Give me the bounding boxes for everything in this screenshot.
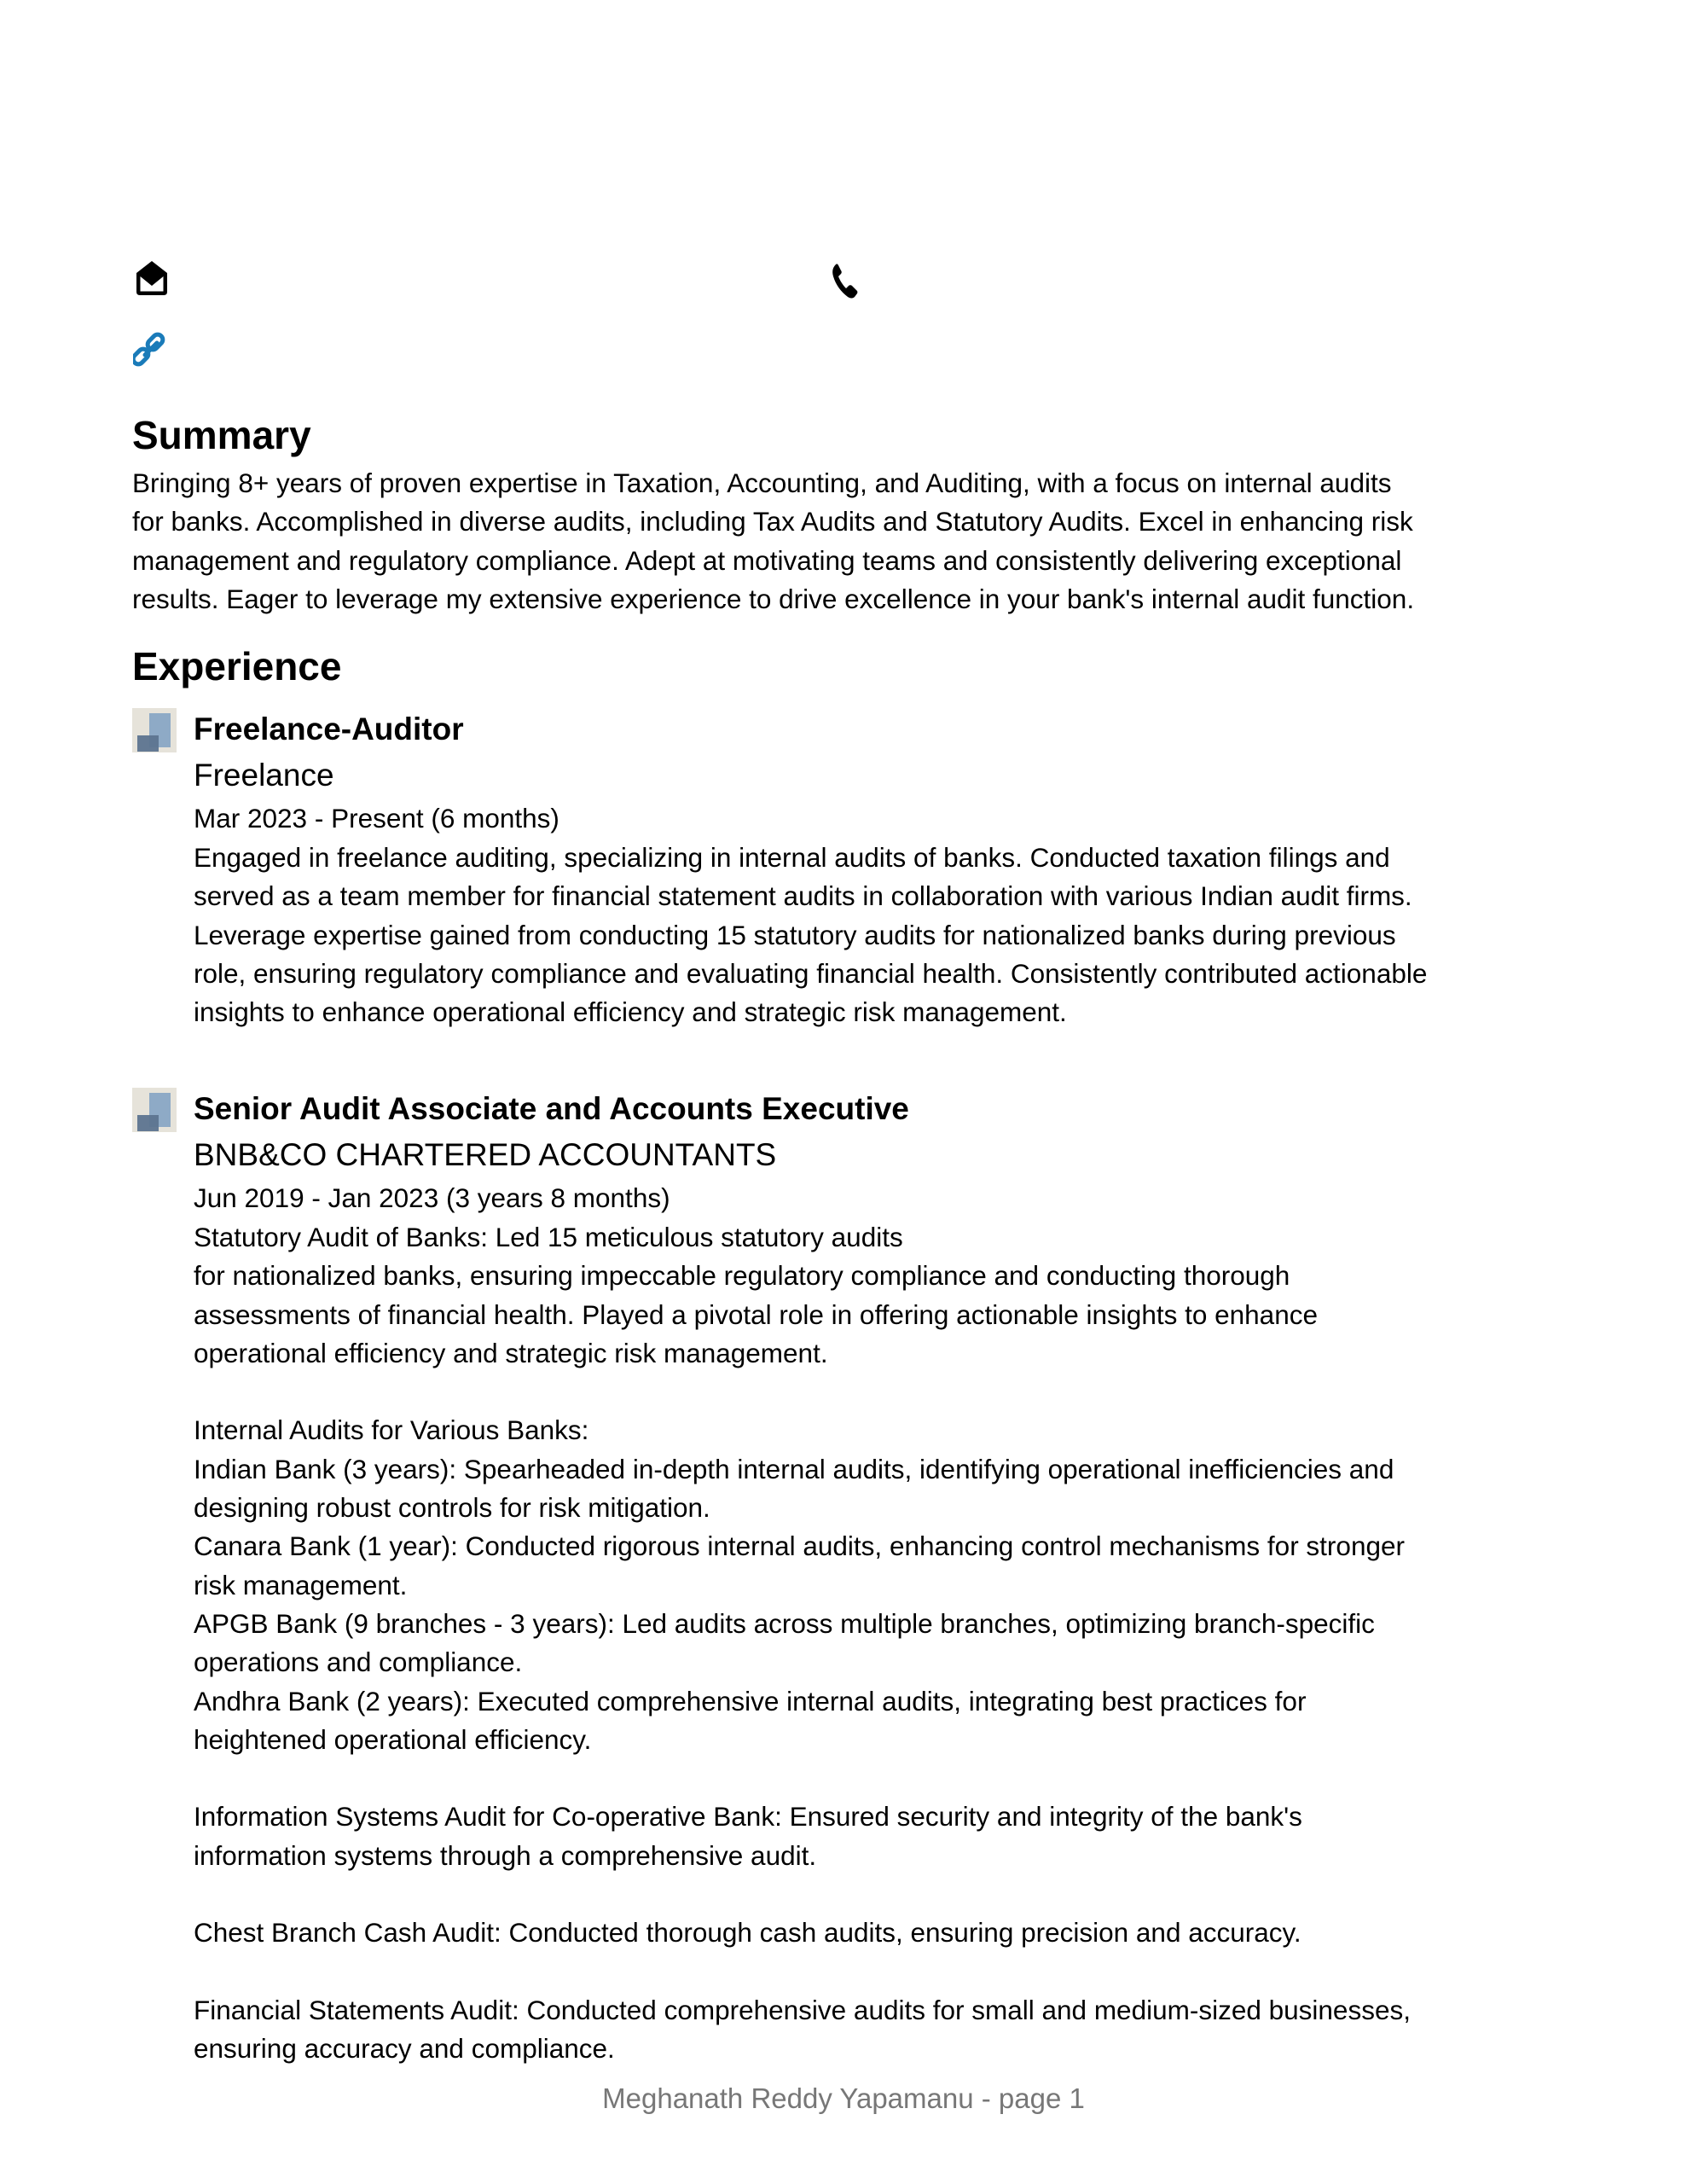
description-line: assessments of financial health. Played a pivotal role in offering actionable insights to enhance <box>194 1298 1318 1330</box>
description-line <box>194 1875 1411 1914</box>
description-line: Indian Bank (3 years): Spearheaded in-depth internal audits, identifying operational inefficiencies and <box>194 1453 1394 1484</box>
description-line: Andhra Bank (2 years): Executed comprehensive internal audits, integrating best practices for <box>194 1685 1307 1716</box>
description-line: risk management. <box>194 1569 408 1600</box>
description-line <box>194 1373 1411 1411</box>
description-line <box>194 1759 1411 1798</box>
job-dates: Mar 2023 - Present (6 months) <box>194 803 559 834</box>
description-line: Chest Branch Cash Audit: Conducted thorough cash audits, ensuring precision and accuracy. <box>194 1917 1301 1949</box>
summary-text <box>132 464 1414 619</box>
description-line <box>194 1953 1411 1991</box>
envelope-open-icon <box>133 259 171 297</box>
company-logo-icon <box>132 1088 177 1132</box>
description-line: role, ensuring regulatory compliance and evaluating financial health. Consistently contributed actionable <box>194 957 1428 989</box>
description-line: for nationalized banks, ensuring impeccable regulatory compliance and conducting thorough <box>194 1260 1290 1292</box>
summary-line: Bringing 8+ years of proven expertise in Taxation, Accounting, and Auditing, with a focus on internal audits <box>132 468 1392 498</box>
phone-icon <box>831 263 860 300</box>
description-line: operational efficiency and strategic risk management. <box>194 1337 828 1368</box>
job-dates: Jun 2019 - Jan 2023 (3 years 8 months) <box>194 1182 670 1213</box>
description-line: designing robust controls for risk mitigation. <box>194 1492 710 1524</box>
description-line: ensuring accuracy and compliance. <box>194 2033 615 2065</box>
description-line: Information Systems Audit for Co-operative Bank: Ensured security and integrity of the bank's <box>194 1801 1302 1833</box>
description-line: information systems through a comprehensive audit. <box>194 1839 817 1871</box>
description-line: Statutory Audit of Banks: Led 15 meticulous statutory audits <box>194 1222 903 1252</box>
description-line: Leverage expertise gained from conducting 15 statutory audits for nationalized banks during previous <box>194 919 1396 950</box>
description-line: Financial Statements Audit: Conducted comprehensive audits for small and medium-sized businesses, <box>194 1994 1411 2025</box>
description-line: Internal Audits for Various Banks: <box>194 1414 589 1446</box>
description-line: Canara Bank (1 year): Conducted rigorous internal audits, enhancing control mechanisms for stronger <box>194 1531 1405 1562</box>
summary-line: results. Eager to leverage my extensive experience to drive excellence in your bank's internal audit function. <box>132 583 1415 614</box>
summary-line: management and regulatory compliance. Adept at motivating teams and consistently delivering exceptional <box>132 544 1402 576</box>
link-icon[interactable] <box>133 331 169 367</box>
company-logo-icon <box>132 708 177 752</box>
job-description <box>194 839 1427 1031</box>
summary-line: for banks. Accomplished in diverse audits, including Tax Audits and Statutory Audits. Excel in enhancing risk <box>132 506 1413 537</box>
description-line: insights to enhance operational efficiency and strategic risk management. <box>194 996 1067 1028</box>
summary-heading: Summary <box>132 413 311 457</box>
company-name: Freelance <box>194 758 334 793</box>
page-footer: Meghanath Reddy Yapamanu - page 1 <box>602 2082 1085 2114</box>
company-name: BNB&CO CHARTERED ACCOUNTANTS <box>194 1137 777 1172</box>
description-line: operations and compliance. <box>194 1647 523 1678</box>
description-line: APGB Bank (9 branches - 3 years): Led audits across multiple branches, optimizing branch-specific <box>194 1607 1375 1639</box>
job-title: Freelance-Auditor <box>194 712 464 746</box>
job-description <box>194 1218 1411 2069</box>
description-line: served as a team member for financial statement audits in collaboration with various Indian audit firms. <box>194 880 1412 912</box>
description-line: Engaged in freelance auditing, specializing in internal audits of banks. Conducted taxation filings and <box>194 842 1390 873</box>
description-line: heightened operational efficiency. <box>194 1723 592 1755</box>
experience-heading: Experience <box>132 644 342 688</box>
job-title: Senior Audit Associate and Accounts Executive <box>194 1091 909 1126</box>
